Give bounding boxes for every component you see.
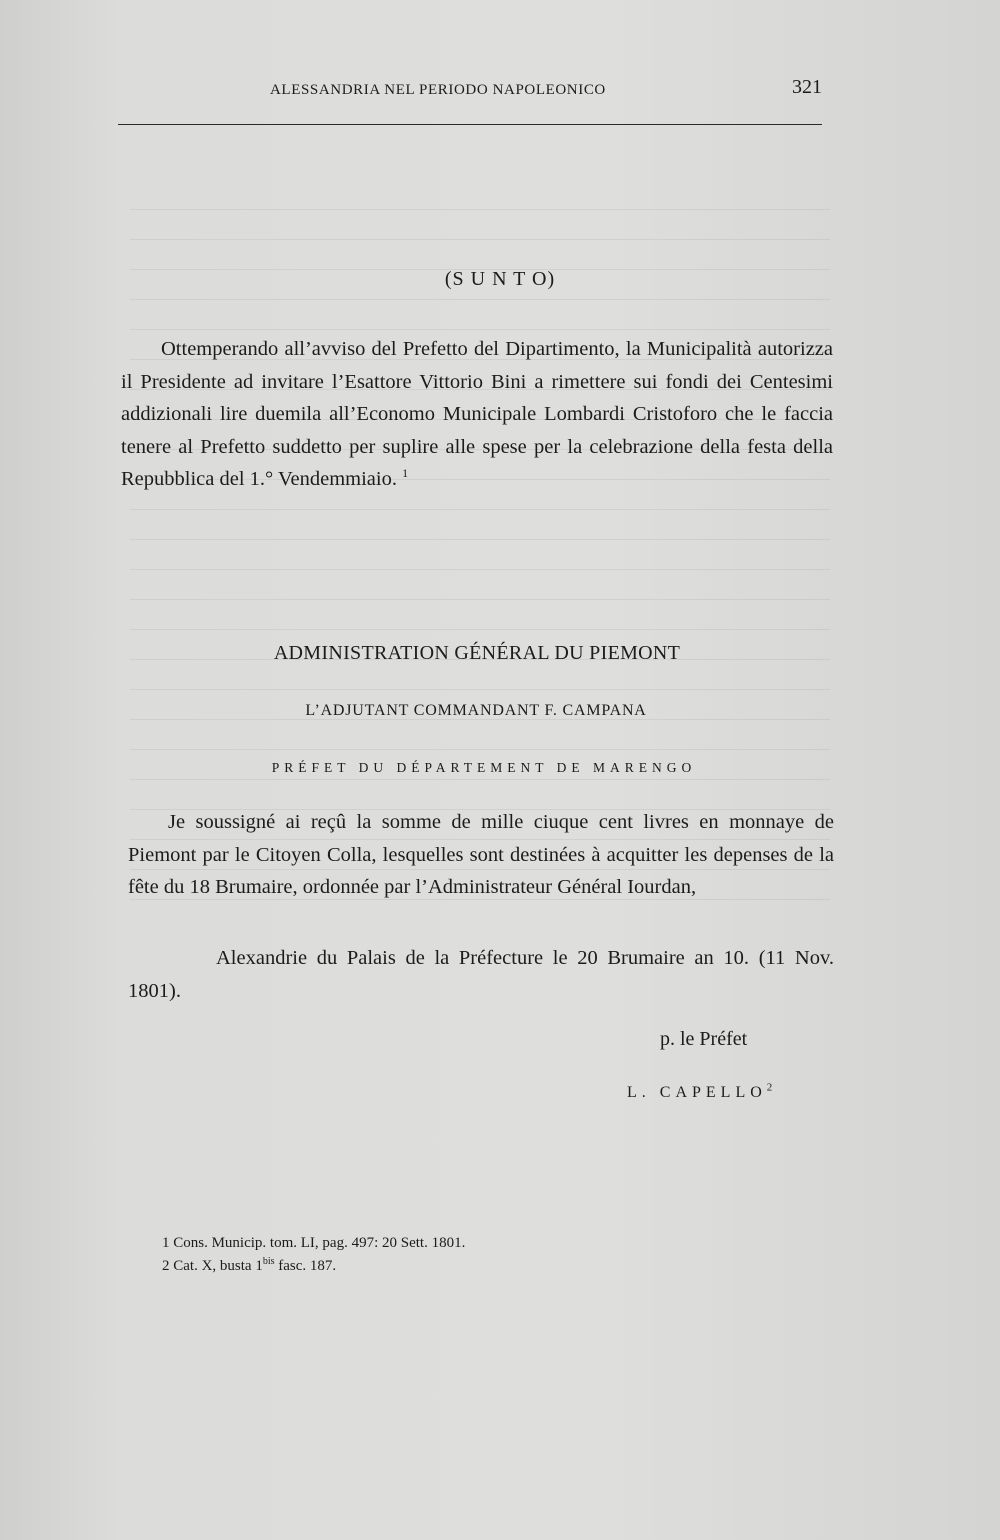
footnote-text-end: fasc. 187. [274,1258,337,1274]
running-header [118,76,824,110]
sunto-heading: (S U N T O) [444,268,556,290]
prefet-line: PRÉFET DU DÉPARTEMENT DE MARENGO [271,760,697,775]
page-number: 321 [792,76,822,98]
signature-name-text: L. CAPELLO [627,1084,767,1101]
adjutant-line: L’ADJUTANT COMMANDANT F. CAMPANA [305,702,647,719]
signature-line: p. le Préfet [660,1028,748,1050]
footnotes [162,1232,762,1278]
footnote-text: Cons. Municip. tom. LI, pag. 497: 20 Sett. 1801. [173,1235,466,1251]
footnote-ref-2: 2 [766,1081,773,1094]
footnote-text: Cat. X, busta 1 [173,1258,263,1274]
footnote-superscript: bis [262,1256,275,1267]
signature-name [627,1081,773,1102]
paragraph-receipt: Je soussigné ai reçû la somme de mille ciuque cent livres en monnaye de Piemont par le Citoyen Colla, lesquelles sont destinées à acquitter les depenses de la fête du 18 Brumaire, ordonnée par l’Administrateur Général Iourdan, [128,811,834,898]
paragraph-place-date: Alexandrie du Palais de la Préfecture le 20 Brumaire an 10. (11 Nov. 1801). [128,947,834,1002]
footnote-2 [162,1255,762,1278]
footnote-number: 2 [162,1258,170,1274]
paragraph-sunto-text: Ottemperando all’avviso del Prefetto del Dipartimento, la Municipalità autorizza il Presidente ad invitare l’Esattore Vittorio Bini a rimettere sui fondi dei Centesimi addizionali lire duemila all’Economo Municipale Lombardi Cristoforo che le faccia tenere al Prefetto suddetto per suplire alle spese per la celebrazione della festa della Repubblica del 1.° Vendemmiaio. [121,338,833,490]
running-title: ALESSANDRIA NEL PERIODO NAPOLEONICO [270,82,606,98]
footnote-number: 1 [162,1235,170,1251]
footnote-1 [162,1232,762,1255]
paragraph-sunto [121,333,833,496]
footnote-ref-1: 1 [402,466,409,481]
section-title: ADMINISTRATION GÉNÉRAL DU PIEMONT [273,642,681,664]
header-rule [118,124,822,125]
show-through-texture [130,200,830,900]
